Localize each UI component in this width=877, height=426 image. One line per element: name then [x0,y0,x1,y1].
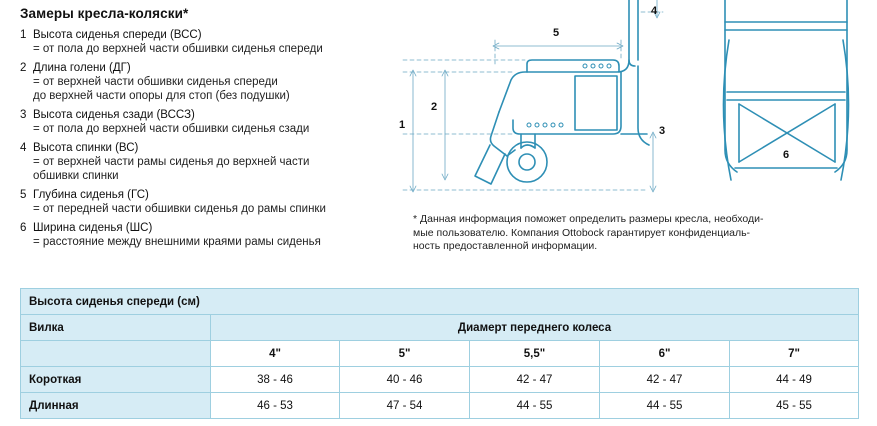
legend-desc-line: = от верхней части рамы сиденья до верхней части [33,156,310,168]
legend-desc-line: = от верхней части обшивки сиденья спереди [33,76,278,88]
footnote-line: мые пользователю. Компания Ottobock гарантирует конфиденциаль- [413,226,751,239]
diagram-label-1: 1 [399,119,406,131]
row-header-label: Вилка [21,315,211,341]
legend-name: Высота сиденья сзади (ВССЗ) [33,109,195,121]
legend-title: Замеры кресла-коляски* [20,6,189,21]
column-header: 7" [730,341,859,367]
table-cell: 44 - 49 [730,367,859,393]
legend-body [33,28,323,56]
table-cell: 42 - 47 [470,367,600,393]
legend-number: 1 [20,29,27,41]
measurement-legend [20,6,395,254]
table-cell: 40 - 46 [340,367,470,393]
table-cell: 42 - 47 [600,367,730,393]
legend-body [33,188,326,216]
table-cell: 44 - 55 [600,393,730,419]
legend-item [20,141,395,183]
legend-item [20,188,395,216]
column-header: 5" [340,341,470,367]
table-cell: 45 - 55 [730,393,859,419]
table-row [21,315,859,341]
legend-name: Длина голени (ДГ) [33,62,131,74]
legend-item [20,28,395,56]
table-cell: 38 - 46 [211,367,340,393]
table-row [21,393,859,419]
legend-item [20,108,395,136]
legend-desc-line: до верхней части опоры для стоп (без подушки) [33,90,290,102]
legend-number: 6 [20,222,27,234]
legend-body [33,61,290,103]
column-header: 4" [211,341,340,367]
diagram-label-6: 6 [783,149,790,161]
diagram-label-3: 3 [659,125,666,137]
row-header-blank [21,341,211,367]
seat-height-table [20,288,858,419]
legend-number: 2 [20,62,27,74]
legend-number: 5 [20,189,27,201]
group-header: Диамерт переднего колеса [211,315,859,341]
row-label: Длинная [21,393,211,419]
legend-name: Высота сиденья спереди (ВСС) [33,29,202,41]
legend-body [33,221,321,249]
legend-desc-line: = от пола до верхней части обшивки сиденья сзади [33,123,310,135]
column-header: 5,5" [470,341,600,367]
legend-name: Высота спинки (ВС) [33,142,139,154]
footnote [413,213,863,254]
diagram-label-2: 2 [431,101,438,113]
footnote-line: ность предоставленной информации. [413,240,598,252]
table-row [21,341,859,367]
legend-item [20,221,395,249]
spec-table [20,288,859,419]
table-cell: 47 - 54 [340,393,470,419]
legend-item [20,61,395,103]
legend-desc-line: обшивки спинки [33,170,119,182]
diagram-label-4: 4 [651,5,658,17]
legend-number: 3 [20,109,27,121]
wheelchair-diagrams [395,0,877,210]
legend-desc-line: = от передней части обшивки сиденья до рамы спинки [33,203,326,215]
table-title: Высота сиденья спереди (см) [21,289,859,315]
table-cell: 46 - 53 [211,393,340,419]
legend-name: Глубина сиденья (ГС) [33,189,149,201]
column-header: 6" [600,341,730,367]
legend-desc-line: = от пола до верхней части обшивки сиденья спереди [33,43,323,55]
diagram-label-5: 5 [553,27,560,39]
legend-body [33,141,309,183]
legend-body [33,108,309,136]
row-label: Короткая [21,367,211,393]
legend-number: 4 [20,142,27,154]
table-cell: 44 - 55 [470,393,600,419]
table-row [21,289,859,315]
legend-desc-line: = расстояние между внешними краями рамы сиденья [33,236,321,248]
legend-name: Ширина сиденья (ШС) [33,222,153,234]
table-row [21,367,859,393]
footnote-line: * Данная информация поможет определить размеры кресла, необходи- [413,213,764,225]
